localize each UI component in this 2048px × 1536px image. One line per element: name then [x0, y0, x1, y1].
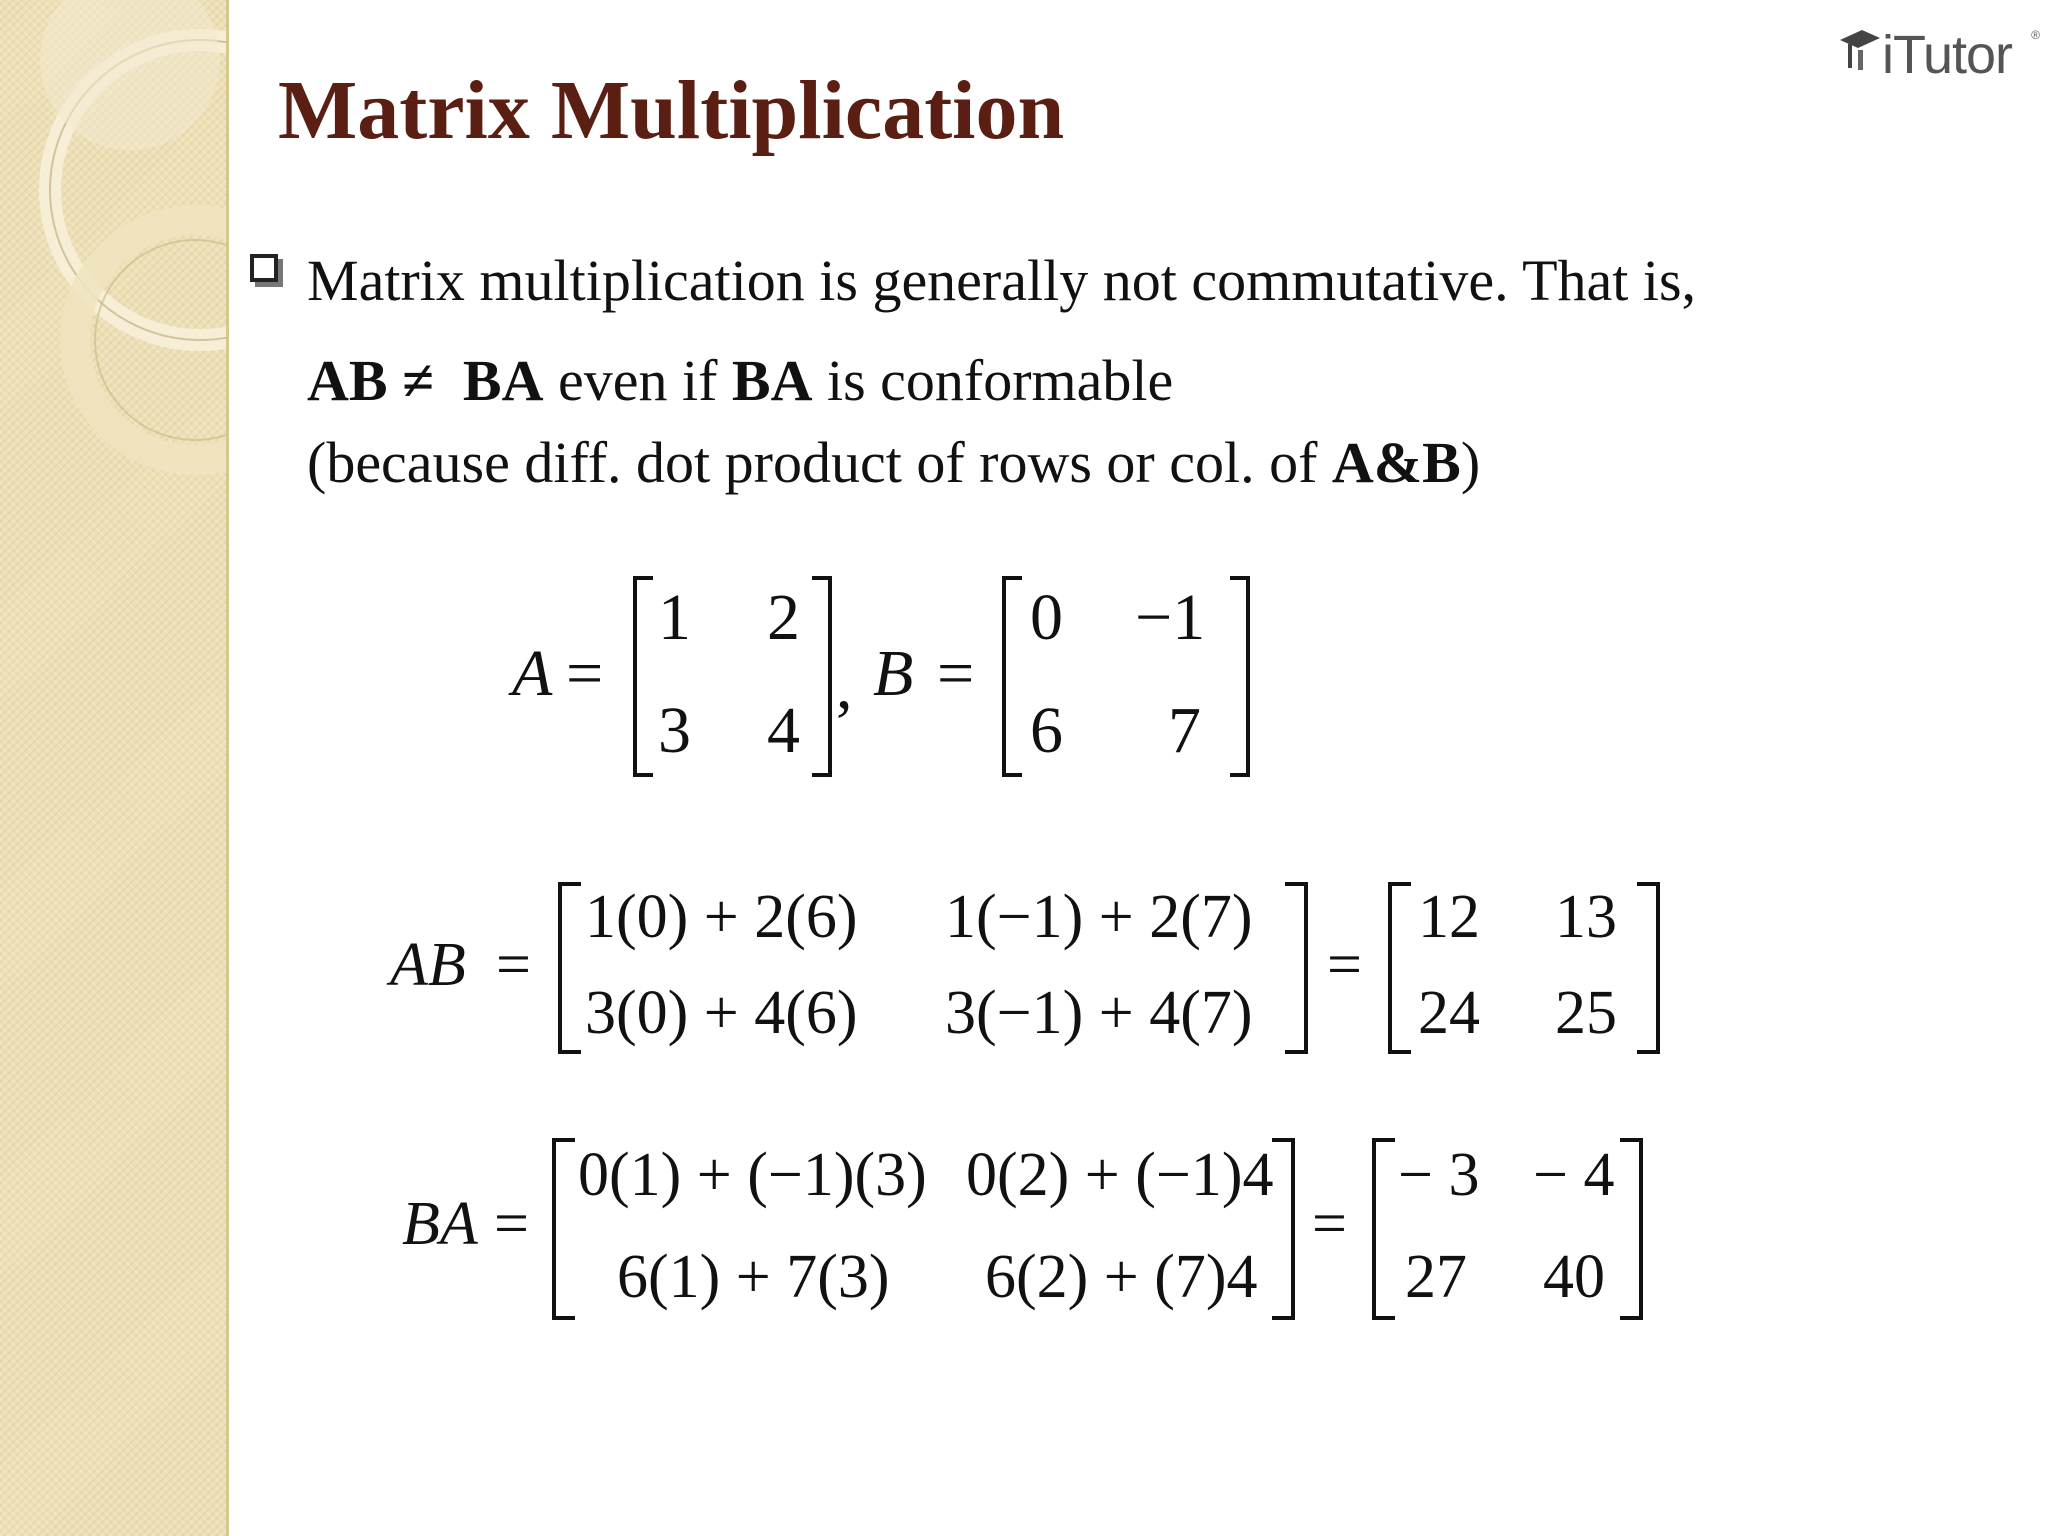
b-label: B — [873, 637, 914, 710]
ab-row — [386, 883, 1617, 1047]
registered-mark: ® — [2031, 28, 2040, 42]
ba-left-bracket — [554, 1140, 575, 1318]
a-right-bracket — [812, 578, 830, 775]
ba-result-cell: − 3 — [1398, 1141, 1480, 1209]
ab-result-left-bracket — [1390, 884, 1411, 1052]
a-cell: 4 — [767, 694, 800, 767]
a-equals: = — [566, 637, 604, 710]
ba-equals: = — [494, 1190, 529, 1258]
ba-expanded-cell: 0(1) + (−1)(3) — [578, 1141, 927, 1209]
comma: , — [836, 650, 853, 723]
ab-expanded-cell: 3(0) + 4(6) — [585, 979, 858, 1047]
definition-row — [508, 581, 1205, 767]
b-right-bracket — [1230, 578, 1248, 775]
a-label: A — [512, 637, 553, 710]
a-cell: 1 — [658, 581, 691, 654]
a-cell: 2 — [767, 581, 800, 654]
line2-end: is conformable — [812, 348, 1174, 413]
ba-label: BA — [402, 1190, 478, 1258]
ba-right-bracket — [1272, 1140, 1293, 1318]
ba-expanded-cell: 6(1) + 7(3) — [617, 1243, 890, 1311]
ba-expanded-cell: 6(2) + (7)4 — [985, 1243, 1258, 1311]
ba-result-cell: 40 — [1543, 1243, 1605, 1311]
ba-result-right-bracket — [1620, 1140, 1641, 1318]
ab-expanded-cell: 3(−1) + 4(7) — [945, 979, 1253, 1047]
ba-expanded-cell: 0(2) + (−1)4 — [966, 1141, 1274, 1209]
a-left-bracket — [635, 578, 653, 775]
ab-result-cell: 13 — [1555, 883, 1617, 951]
b-equals: = — [937, 637, 975, 710]
ba-row — [402, 1141, 1614, 1311]
ba-result-cell: 27 — [1405, 1243, 1467, 1311]
ab-result-cell: 25 — [1555, 979, 1617, 1047]
ab-result-cell: 12 — [1418, 883, 1480, 951]
ab-right-bracket — [1285, 884, 1306, 1052]
ba-result-equals: = — [1312, 1190, 1347, 1258]
ba-result-cell: − 4 — [1533, 1141, 1615, 1209]
ab-result-equals: = — [1327, 931, 1362, 999]
ab-expanded-cell: 1(0) + 2(6) — [585, 883, 858, 951]
ab-left-bracket — [560, 884, 581, 1052]
line3-start: (because diff. dot product of rows or col. of — [307, 430, 1332, 495]
ab-result-cell: 24 — [1418, 979, 1480, 1047]
ab-equals: = — [496, 931, 531, 999]
ab-not-equal: AB ≠ — [307, 348, 434, 413]
bullet-line-1: Matrix multiplication is generally not commutative. That is, — [307, 248, 1697, 313]
b-cell: 6 — [1030, 694, 1063, 767]
ab-expanded-cell: 1(−1) + 2(7) — [945, 883, 1253, 951]
ba-result-left-bracket — [1374, 1140, 1395, 1318]
slide-title: Matrix Multiplication — [278, 64, 1065, 157]
ba-text-2: BA — [731, 348, 813, 413]
ba-text: BA — [462, 348, 544, 413]
b-cell: 0 — [1030, 581, 1063, 654]
ab-label: AB — [390, 931, 466, 999]
line2-mid: even if — [543, 348, 732, 413]
a-and-b: A&B — [1331, 430, 1461, 495]
b-cell: −1 — [1135, 581, 1206, 654]
a-cell: 3 — [658, 694, 691, 767]
ab-result-right-bracket — [1637, 884, 1658, 1052]
logo-text: iTutor — [1882, 25, 2013, 85]
line3-end: ) — [1460, 430, 1481, 495]
b-cell: 7 — [1168, 694, 1201, 767]
b-left-bracket — [1004, 578, 1022, 775]
